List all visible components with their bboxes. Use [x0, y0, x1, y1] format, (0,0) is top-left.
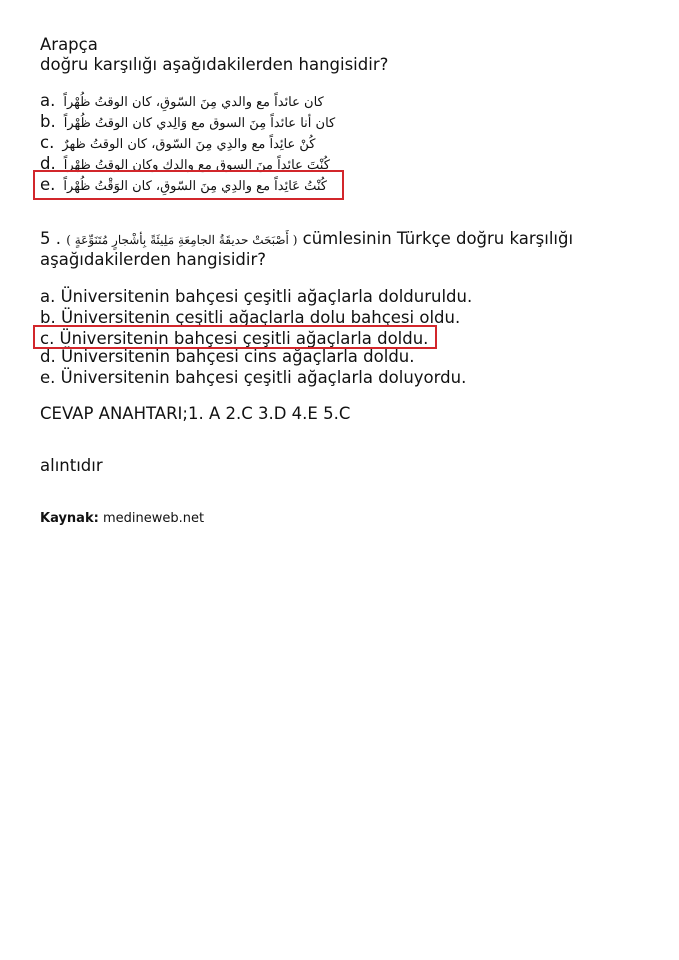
source-line — [40, 509, 204, 529]
arabic-option-text: كان عائداً مع والدي مِنَ السّوقِ، كان الوقتُ ظُهْراً — [63, 95, 324, 110]
q4-option-a — [40, 91, 324, 113]
arabic-option-text: كُنْتُ عَائِداً مع والدِي مِنَ السّوقِ، كان الوَقْتُ ظُهْراً — [63, 179, 327, 194]
quote-note: alıntıdır — [40, 456, 103, 475]
source-link[interactable]: medineweb.net — [102, 511, 205, 526]
option-letter: d. — [40, 154, 56, 173]
option-letter: c. — [40, 133, 55, 152]
q5-option-b: b. Üniversitenin çeşitli ağaçlarla dolu bahçesi oldu. — [40, 308, 461, 327]
question-5-prompt-part2: aşağıdakilerden hangisidir? — [40, 250, 267, 269]
q5-option-d: d. Üniversitenin bahçesi cins ağaçlarla doldu. — [40, 347, 415, 366]
q5-option-a: a. Üniversitenin bahçesi çeşitli ağaçlarla dolduruldu. — [40, 287, 473, 306]
arabic-option-text: كُنْتَ عائِداً مِنَ السوق مع والدك وكان الوقتُ ظهْراً — [63, 158, 330, 173]
answer-key: CEVAP ANAHTARI;1. A 2.C 3.D 4.E 5.C — [40, 404, 351, 423]
correct-answer-highlight — [33, 325, 437, 349]
arabic-option-text: كان أنا عائداً مِنَ السوق مع وَالِدي كان الوقتُ ظُهْراً — [63, 116, 336, 131]
arabic-sentence: ( أَصْبَحَتْ حديقَةُ الجامِعَةِ مَلِيئَةً بِأشْجارٍ مُتَنَوِّعَةٍ ) — [66, 233, 298, 247]
question-5-prompt-part1: cümlesinin Türkçe doğru karşılığı — [302, 229, 574, 248]
question-5-line-1 — [40, 229, 573, 250]
q5-option-c: c. Üniversitenin bahçesi çeşitli ağaçlarla doldu. — [40, 329, 429, 348]
source-label: Kaynak: — [40, 511, 99, 526]
q4-option-b — [40, 112, 335, 134]
question-4-prompt: doğru karşılığı aşağıdakilerden hangisidir? — [40, 55, 389, 74]
question-4-title: Arapça — [40, 35, 98, 54]
q5-option-e: e. Üniversitenin bahçesi çeşitli ağaçlarla doluyordu. — [40, 368, 467, 387]
question-number: 5 . — [40, 229, 61, 248]
option-letter: b. — [40, 112, 56, 131]
correct-answer-highlight — [33, 170, 344, 200]
arabic-option-text: كُنْ عائِداً مع والدِي مِنَ السّوق، كان الوقتُ ظهرٌ — [62, 137, 316, 152]
option-letter: e. — [40, 175, 56, 194]
option-letter: a. — [40, 91, 56, 110]
q4-option-c — [40, 133, 315, 155]
